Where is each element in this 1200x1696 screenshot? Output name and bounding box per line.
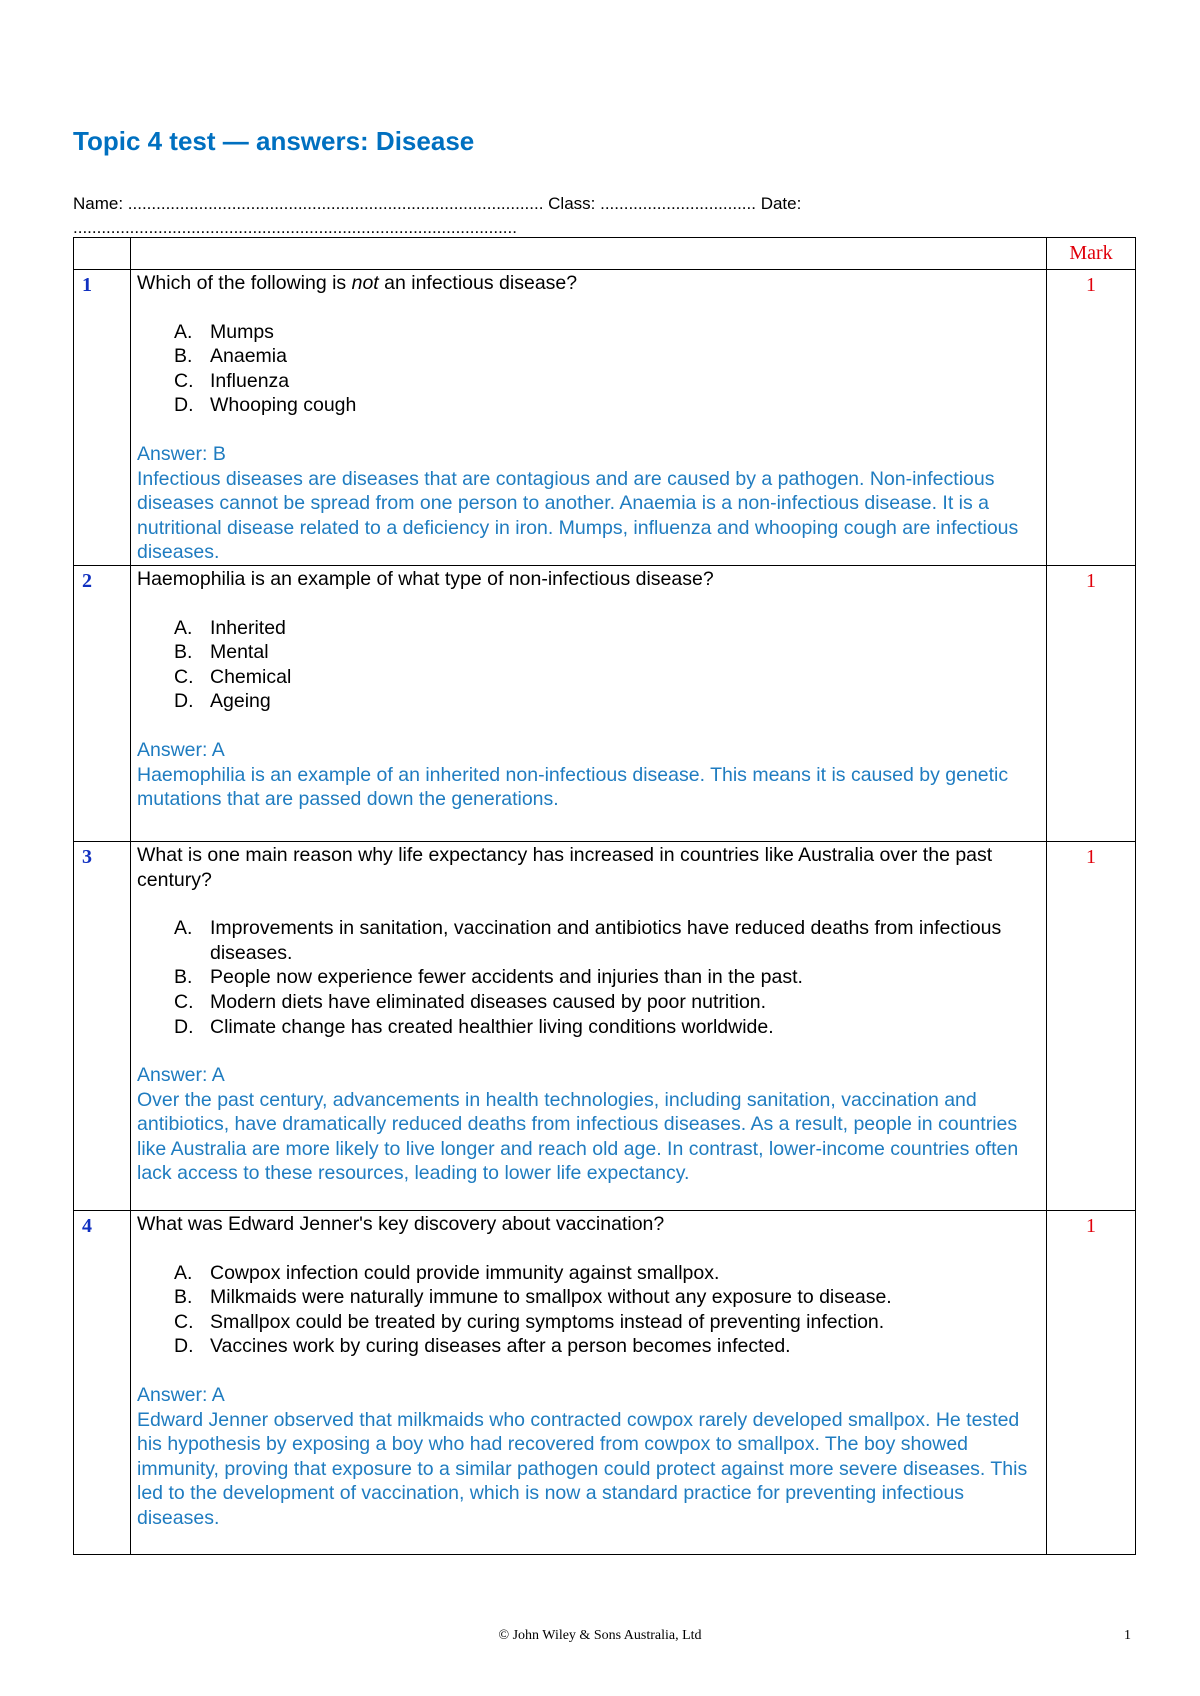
- option-text: Ageing: [210, 690, 271, 713]
- question-number: 2: [74, 565, 131, 841]
- option-letter: A.: [174, 320, 193, 343]
- option-letter: B.: [174, 1286, 193, 1309]
- option-letter: D.: [174, 690, 194, 713]
- option-letter: D.: [174, 1015, 194, 1038]
- option-text: Mumps: [210, 320, 274, 343]
- option-letter: C.: [174, 369, 194, 392]
- option-text: Climate change has created healthier living conditions worldwide.: [210, 1015, 774, 1038]
- answer-label: Answer: A: [137, 1383, 225, 1406]
- answer-block: [137, 1383, 1040, 1531]
- option-item: [137, 689, 1040, 714]
- option-text: Chemical: [210, 665, 292, 688]
- option-item: [137, 965, 1040, 990]
- answer-label: Answer: A: [137, 738, 225, 761]
- student-details: [73, 192, 973, 240]
- answer-explanation: Haemophilia is an example of an inherited non-infectious disease. This means it is caused by genetic mutations that are passed down the generations.: [137, 763, 1009, 811]
- answer-label: Answer: B: [137, 442, 226, 465]
- option-text: Mental: [210, 641, 269, 664]
- option-text: People now experience fewer accidents and injuries than in the past.: [210, 966, 803, 989]
- option-item: [137, 1334, 1040, 1359]
- option-letter: A.: [174, 917, 193, 940]
- question-text: What is one main reason why life expectancy has increased in countries like Australia over the past century?: [137, 843, 993, 891]
- question-row: [74, 1210, 1136, 1554]
- option-item: [137, 616, 1040, 641]
- option-letter: B.: [174, 345, 193, 368]
- name-class-date-line: Name: ........................................................................................ Class: ................................. Date:: [73, 194, 802, 213]
- questions-table: [73, 237, 1136, 1555]
- option-list: [137, 1261, 1040, 1359]
- question-mark: 1: [1047, 841, 1136, 1210]
- question-mark: 1: [1047, 565, 1136, 841]
- option-text: Modern diets have eliminated diseases caused by poor nutrition.: [210, 990, 767, 1013]
- answer-label: Answer: A: [137, 1064, 225, 1087]
- option-item: [137, 1285, 1040, 1310]
- option-item: [137, 1015, 1040, 1040]
- question-text: Which of the following is not an infectious disease?: [137, 272, 578, 294]
- option-text: Milkmaids were naturally immune to smallpox without any exposure to disease.: [210, 1286, 892, 1309]
- option-item: [137, 320, 1040, 345]
- answer-block: [137, 1063, 1040, 1186]
- option-item: [137, 916, 1040, 965]
- question-row: [74, 841, 1136, 1210]
- option-list: [137, 320, 1040, 418]
- option-text: Anaemia: [210, 345, 287, 368]
- option-item: [137, 369, 1040, 394]
- question-mark: 1: [1047, 270, 1136, 566]
- option-text: Whooping cough: [210, 394, 357, 417]
- page-title: Topic 4 test — answers: Disease: [73, 126, 475, 156]
- answer-explanation: Edward Jenner observed that milkmaids who contracted cowpox rarely developed smallpox. He tested his hypothesis by exposing a boy who had recovered from cowpox to smallpox. The boy showed immunity, proving that exposure to a similar pathogen could protect against more severe diseases. This led to the development of vaccination, which is now a standard practice for preventing infectious diseases.: [137, 1408, 1028, 1529]
- option-text: Improvements in sanitation, vaccination and antibiotics have reduced deaths from infectious diseases.: [210, 917, 1002, 964]
- question-number: 3: [74, 841, 131, 1210]
- question-cell: [131, 565, 1047, 841]
- option-item: [137, 665, 1040, 690]
- option-item: [137, 344, 1040, 369]
- question-row: [74, 270, 1136, 566]
- answer-explanation: Over the past century, advancements in health technologies, including sanitation, vaccination and antibiotics, have dramatically reduced deaths from infectious diseases. As a result, people in countries like Australia are more likely to live longer and reach old age. In contrast, lower-income countries often lack access to these resources, leading to lower life expectancy.: [137, 1088, 1019, 1185]
- option-list: [137, 616, 1040, 714]
- option-text: Vaccines work by curing diseases after a person becomes infected.: [210, 1335, 791, 1358]
- answer-explanation: Infectious diseases are diseases that are contagious and are caused by a pathogen. Non-infectious diseases cannot be spread from one person to another. Anaemia is a non-infectious disease. It is a nutritional disease related to a deficiency in iron. Mumps, influenza and whooping cough are infectious diseases.: [137, 467, 1019, 564]
- option-letter: D.: [174, 394, 194, 417]
- option-letter: B.: [174, 641, 193, 664]
- answer-block: [137, 442, 1040, 565]
- option-letter: A.: [174, 1261, 193, 1284]
- option-text: Smallpox could be treated by curing symptoms instead of preventing infection.: [210, 1310, 885, 1333]
- question-cell: [131, 270, 1047, 566]
- option-text: Cowpox infection could provide immunity against smallpox.: [210, 1261, 720, 1284]
- option-text: Inherited: [210, 616, 286, 639]
- question-cell: [131, 1210, 1047, 1554]
- option-letter: A.: [174, 616, 193, 639]
- option-letter: C.: [174, 665, 194, 688]
- table-header-row: [74, 238, 1136, 270]
- option-item: [137, 1261, 1040, 1286]
- question-mark: 1: [1047, 1210, 1136, 1554]
- question-cell: [131, 841, 1047, 1210]
- question-text: Haemophilia is an example of what type of non-infectious disease?: [137, 567, 714, 590]
- question-text: What was Edward Jenner's key discovery about vaccination?: [137, 1212, 665, 1235]
- question-number: 4: [74, 1210, 131, 1554]
- option-item: [137, 640, 1040, 665]
- header-number-cell: [74, 238, 131, 270]
- question-number: 1: [74, 270, 131, 566]
- option-list: [137, 916, 1040, 1039]
- option-item: [137, 990, 1040, 1015]
- option-letter: C.: [174, 990, 194, 1013]
- copyright-notice: © John Wiley & Sons Australia, Ltd: [498, 1628, 702, 1643]
- page-number: 1: [1124, 1628, 1131, 1643]
- question-row: [74, 565, 1136, 841]
- option-item: [137, 393, 1040, 418]
- option-letter: D.: [174, 1335, 194, 1358]
- option-item: [137, 1310, 1040, 1335]
- option-text: Influenza: [210, 369, 290, 392]
- date-fill-line: ..............................................................................................: [73, 218, 517, 237]
- mark-header: Mark: [1047, 238, 1136, 270]
- option-letter: B.: [174, 966, 193, 989]
- option-letter: C.: [174, 1310, 194, 1333]
- header-question-cell: [131, 238, 1047, 270]
- answer-block: [137, 738, 1040, 812]
